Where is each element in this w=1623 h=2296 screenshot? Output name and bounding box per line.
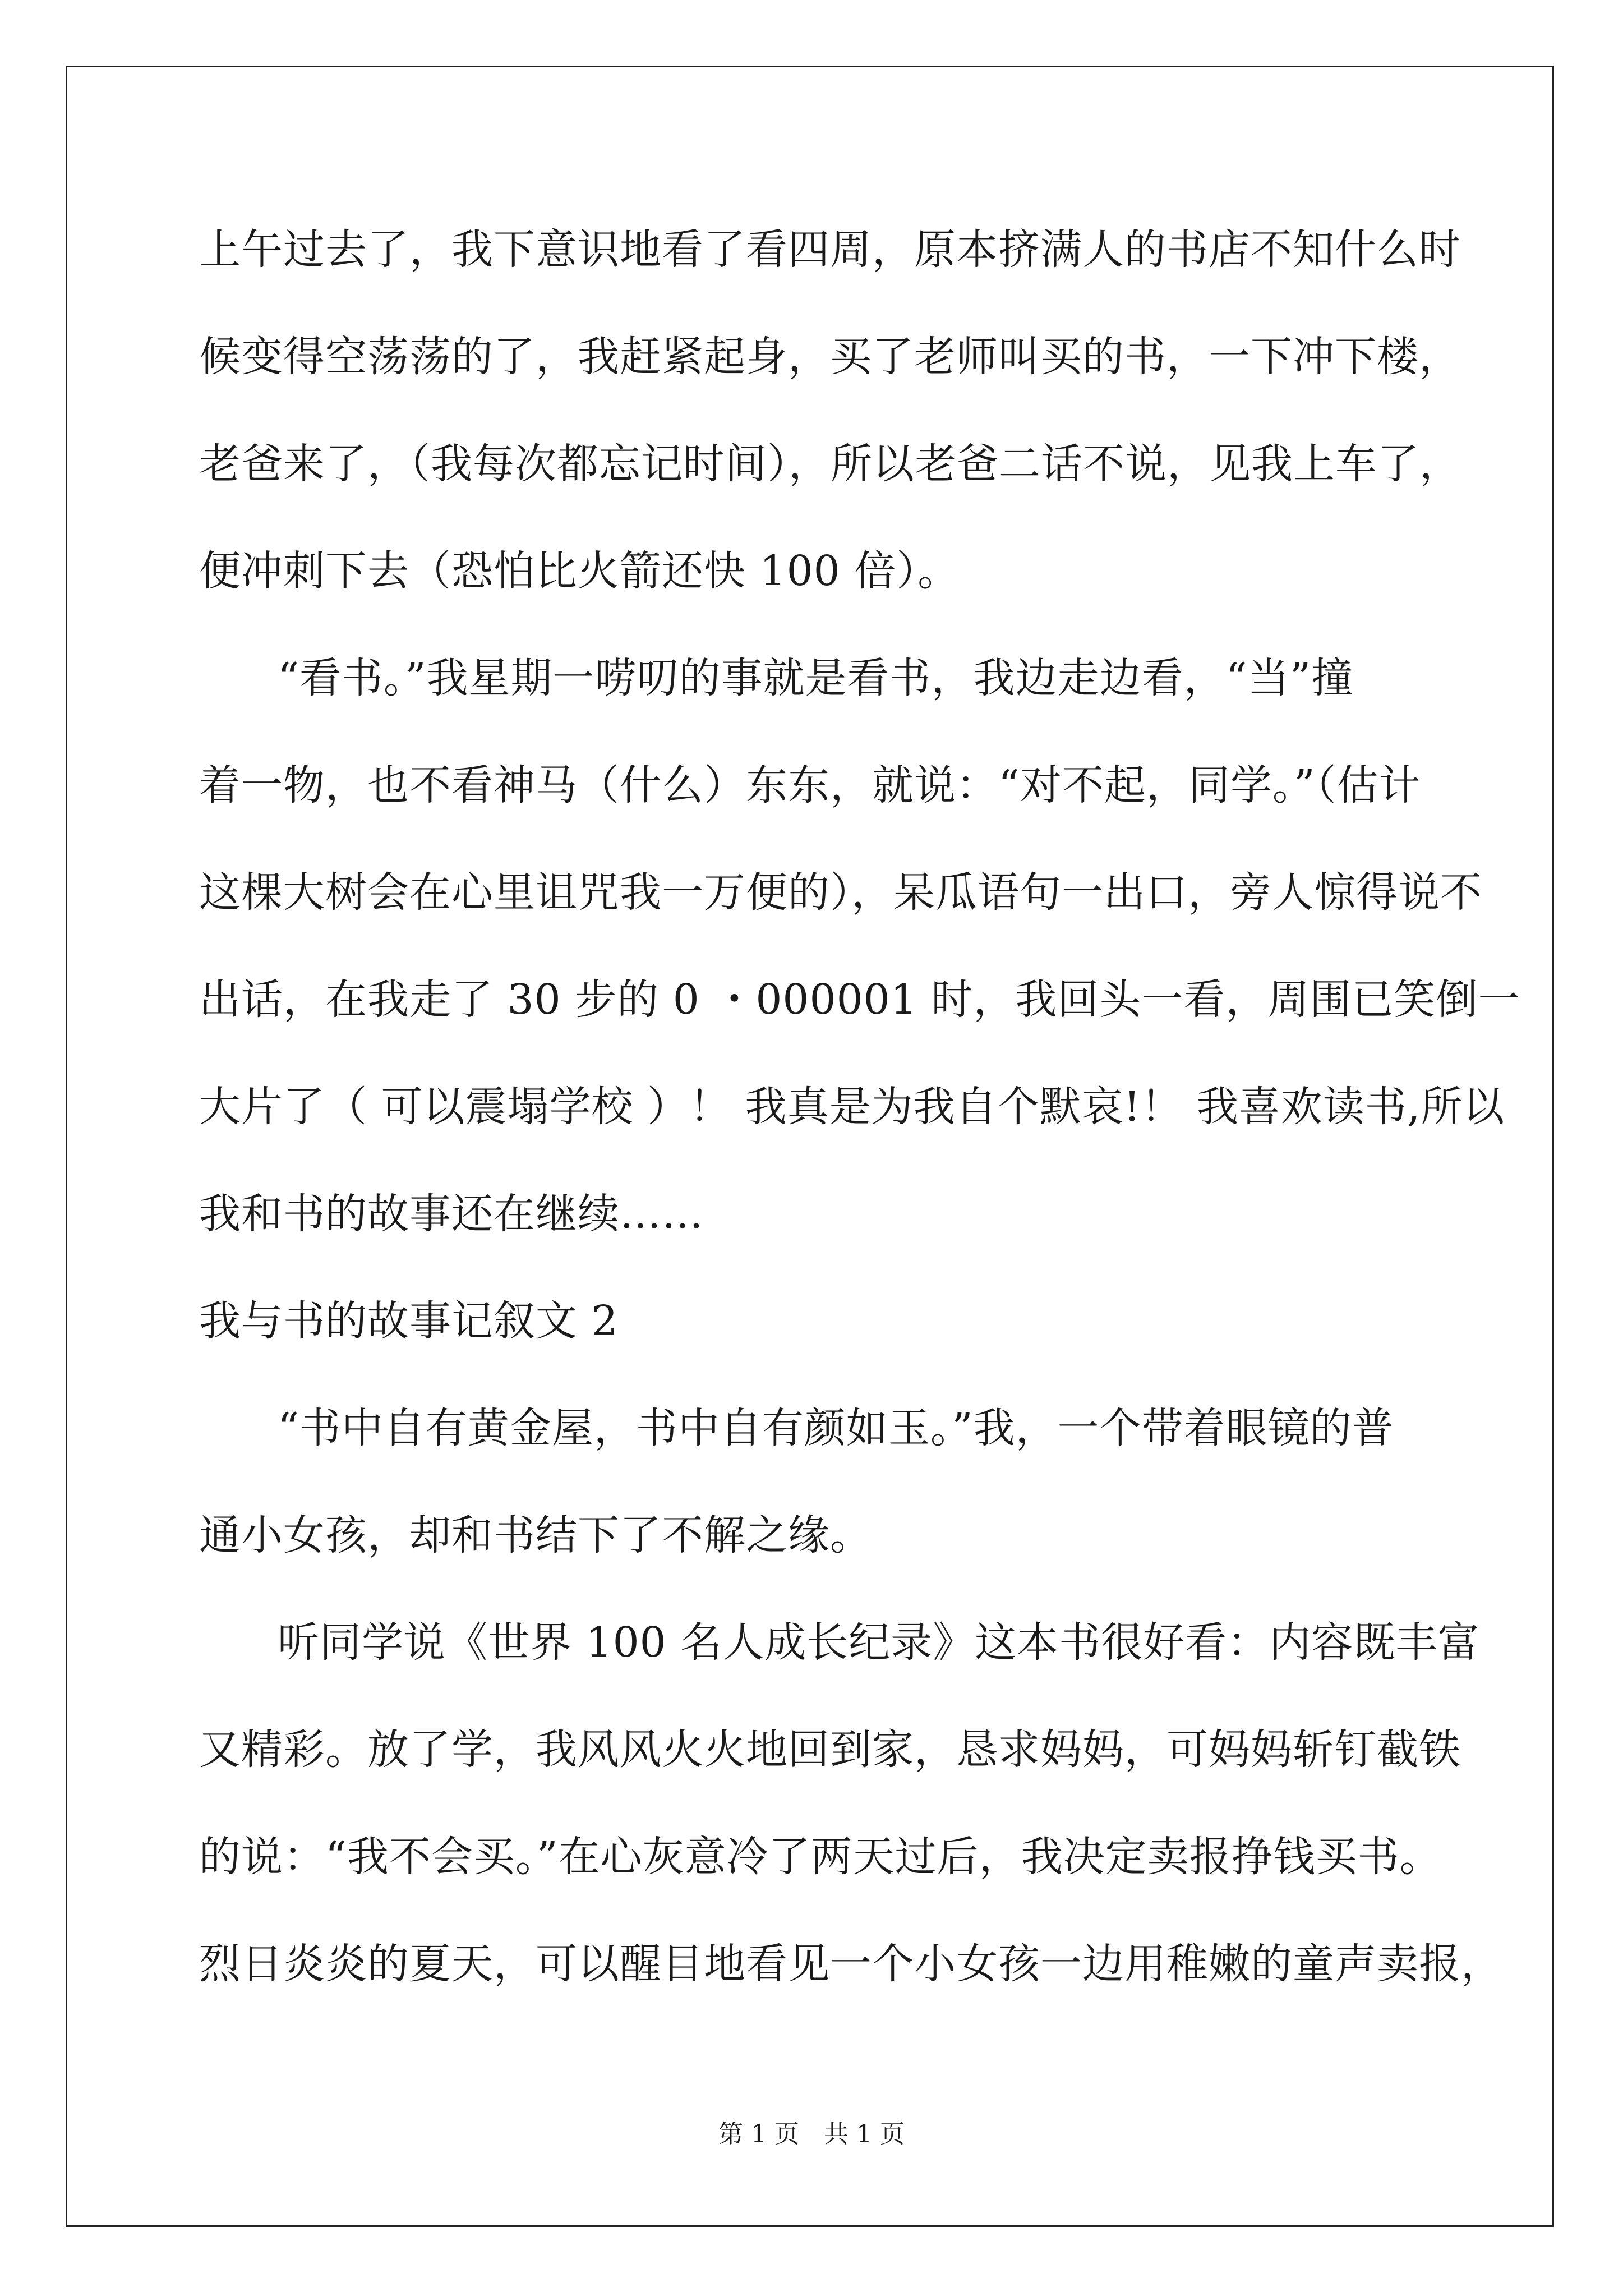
document-body — [199, 213, 1520, 2035]
text-line: 老爸来了，（我每次都忘记时间），所以老爸二话不说，见我上车了， — [199, 440, 1461, 488]
text-line: 出话，在我走了 30 步的 0 ・000001 时，我回头一看，周围已笑倒一 — [199, 976, 1520, 1024]
text-line: 上午过去了，我下意识地看了看四周，原本挤满人的书店不知什么时 — [199, 226, 1461, 274]
page-footer: 第 1 页 共 1 页 — [718, 2120, 905, 2148]
text-line: 大片了（ 可以震塌学校 ）！ 我真是为我自个默哀!！ 我喜欢读书,所以 — [199, 1083, 1505, 1131]
text-line: 又精彩。放了学，我风风火火地回到家，恳求妈妈，可妈妈斩钉截铁 — [199, 1726, 1461, 1774]
text-line: 候变得空荡荡的了，我赶紧起身，买了老师叫买的书，一下冲下楼， — [199, 333, 1461, 381]
text-line: 着一物，也不看神马（什么）东东，就说：“对不起，同学。”（估计 — [199, 761, 1421, 809]
paragraph-start-line: 听同学说《世界 100 名人成长纪录》这本书很好看：内容既丰富 — [278, 1618, 1480, 1667]
text-line: 便冲刺下去（恐怕比火箭还快 100 倍）。 — [199, 547, 960, 595]
paragraph-start-line: “看书。”我星期一唠叨的事就是看书，我边走边看，“当”撞 — [278, 654, 1354, 702]
section-heading: 我与书的故事记叙文 2 — [199, 1297, 619, 1345]
text-line: 烈日炎炎的夏天，可以醒目地看见一个小女孩一边用稚嫩的童声卖报， — [199, 1940, 1503, 1988]
text-line: 这棵大树会在心里诅咒我一万便的），呆瓜语句一出口，旁人惊得说不 — [199, 868, 1482, 917]
text-line: 通小女孩，却和书结下了不解之缘。 — [199, 1511, 872, 1559]
text-line: 我和书的故事还在继续…… — [199, 1190, 704, 1238]
text-line: 的说：“我不会买。”在心灰意冷了两天过后，我决定卖报挣钱买书。 — [199, 1833, 1442, 1881]
paragraph-start-line: “书中自有黄金屋，书中自有颜如玉。”我，一个带着眼镜的普 — [278, 1404, 1394, 1452]
